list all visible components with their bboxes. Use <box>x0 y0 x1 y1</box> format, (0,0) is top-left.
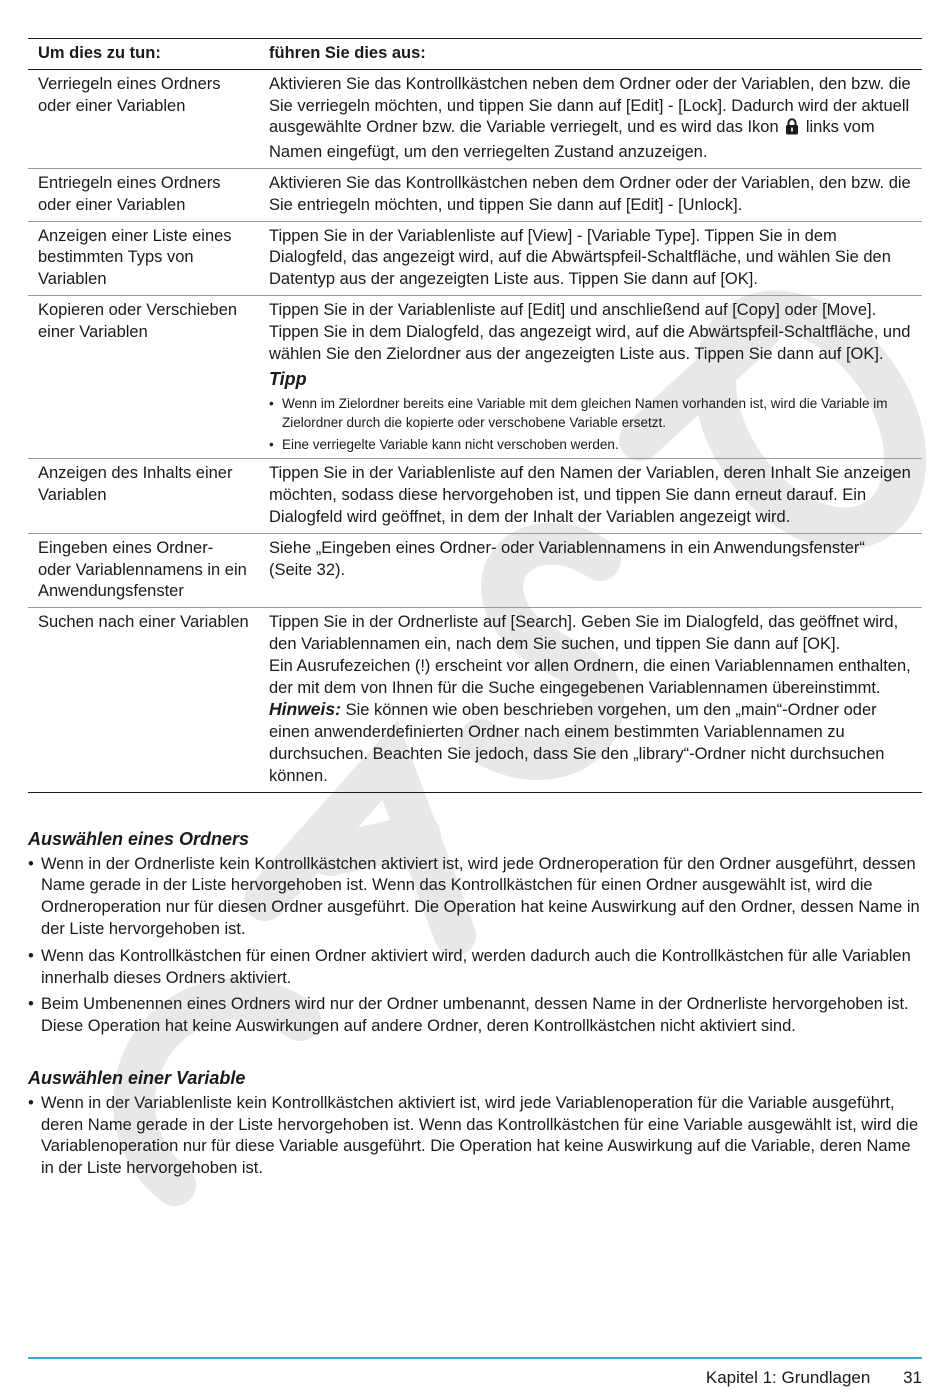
task-cell: Anzeigen des Inhalts einer Variablen <box>28 459 259 533</box>
section-title-variable: Auswählen einer Variable <box>28 1067 246 1088</box>
action-cell: Aktivieren Sie das Kontrollkästchen neben dem Ordner oder der Variablen, den bzw. die Sie entriegeln möchten, und tippen Sie dann auf [Edit] - [Unlock]. <box>259 168 922 221</box>
bullet: • <box>28 946 34 965</box>
table-header-task: Um dies zu tun: <box>28 39 259 70</box>
hint-paragraph <box>269 699 912 787</box>
action-cell: Siehe „Eingeben eines Ordner- oder Variablennamens in ein Anwendungsfenster“ (Seite 32). <box>259 533 922 607</box>
table-row <box>28 608 922 792</box>
action-text: Tippen Sie in der Variablenliste auf [Edit] und anschließend auf [Copy] oder [Move]. Tippen Sie in dem Dialogfeld, das angezeigt wird, auf die Abwärtspfeil-Schaltfläche, und wählen Sie den Zielordner aus der angezeigten Liste aus. Tippen Sie dann auf [OK]. <box>269 300 911 363</box>
list-item-text: Beim Umbenennen eines Ordners wird nur der Ordner umbenannt, dessen Name in der Ordnerliste hervorgehoben ist. Diese Operation hat keine Auswirkungen auf andere Ordner, deren Kontrollkästchen nicht aktiviert sind. <box>41 995 909 1036</box>
hint-label: Hinweis: <box>269 699 341 720</box>
folder-bullet-list <box>28 854 922 1038</box>
action-cell: Tippen Sie in der Variablenliste auf [View] - [Variable Type]. Tippen Sie in dem Dialogfeld, das angezeigt wird, auf die Abwärtspfeil-Schaltfläche, und wählen Sie den Datentyp aus der angezeigten Liste aus. Tippen Sie dann auf [OK]. <box>259 221 922 295</box>
table-header-action: führen Sie dies aus: <box>259 39 922 70</box>
tip-text: Eine verriegelte Variable kann nicht verschoben werden. <box>282 437 619 453</box>
list-item-text: Wenn in der Variablenliste kein Kontrollkästchen aktiviert ist, wird jede Variablenoperation für die Variable ausgeführt, deren Name gerade in der Liste hervorgehoben ist. Wenn das Kontrollkästchen für eine Variable ausgewählt ist, wird die Variablenoperation nur für diese Variable ausgeführt. Die Operation hat keine Auswirkung auf die Variable, deren Name in der Liste hervorgehoben ist. <box>41 1093 919 1178</box>
list-item-text: Wenn das Kontrollkästchen für einen Ordner aktiviert wird, werden dadurch auch die Kontrollkästchen für alle Variablen innerhalb dieses Ordners aktiviert. <box>41 946 911 987</box>
bullet: • <box>269 437 274 453</box>
list-item <box>28 854 922 941</box>
tip-text: Wenn im Zielordner bereits eine Variable mit dem gleichen Namen vorhanden ist, wird die Variable im Zielordner durch die kopierte oder verschobene Variable ersetzt. <box>282 396 888 431</box>
tip-item <box>269 394 912 432</box>
action-cell: Tippen Sie in der Variablenliste auf den Namen der Variablen, deren Inhalt Sie anzeigen möchten, sodass diese hervorgehoben ist, und tippen Sie dann erneut darauf. Ein Dialogfeld wird geöffnet, in dem der Inhalt der Variablen angezeigt wird. <box>259 459 922 533</box>
table-row <box>28 168 922 221</box>
operations-table <box>28 38 922 793</box>
action-cell <box>259 295 922 458</box>
page-number: 31 <box>903 1368 922 1387</box>
task-cell: Suchen nach einer Variablen <box>28 608 259 792</box>
task-cell: Entriegeln eines Ordners oder einer Variablen <box>28 168 259 221</box>
hint-text: Sie können wie oben beschrieben vorgehen, um den „main“-Ordner oder einen anwenderdefinierten Ordner nach einem bestimmten Variablennamen zu durchsuchen. Beachten Sie jedoch, dass Sie den „library“-Ordner nicht durchsuchen können. <box>269 701 885 785</box>
variable-bullet-list <box>28 1093 922 1180</box>
list-item <box>28 994 922 1038</box>
bullet: • <box>28 854 34 873</box>
list-item <box>28 1093 922 1180</box>
action-text: Ein Ausrufezeichen (!) erscheint vor allen Ordnern, die einen Variablennamen enthalten, der mit dem von Ihnen für die Suche eingegebenen Variablennamen übereinstimmt. <box>269 656 911 697</box>
action-cell <box>259 608 922 792</box>
bullet: • <box>28 995 34 1014</box>
list-item <box>28 946 922 990</box>
lock-icon <box>785 118 799 142</box>
tip-item <box>269 435 912 454</box>
table-row <box>28 459 922 533</box>
page-footer <box>706 1368 922 1388</box>
action-text: links vom Namen eingefügt, um den verriegelten Zustand anzuzeigen. <box>269 118 875 162</box>
task-cell: Eingeben eines Ordner- oder Variablennamens in ein Anwendungsfenster <box>28 533 259 607</box>
action-text: Tippen Sie in der Ordnerliste auf [Search]. Geben Sie im Dialogfeld, das geöffnet wird, den Variablennamen ein, nach dem Sie suchen, und tippen Sie dann auf [OK]. <box>269 613 899 653</box>
task-cell: Anzeigen einer Liste eines bestimmten Typs von Variablen <box>28 221 259 295</box>
section-title-folder: Auswählen eines Ordners <box>28 828 250 849</box>
task-cell: Verriegeln eines Ordners oder einer Variablen <box>28 69 259 168</box>
table-row <box>28 533 922 607</box>
footer-rule <box>28 1357 922 1359</box>
list-item-text: Wenn in der Ordnerliste kein Kontrollkästchen aktiviert ist, wird jede Ordneroperation für den Ordner ausgeführt, dessen Name gerade in der Liste hervorgehoben ist. Wenn das Kontrollkästchen für einen Ordner ausgewählt ist, wird die Ordneroperation nur für diesen Ordner ausgeführt. Die Operation hat keine Auswirkung auf den Ordner, dessen Name in der Liste hervorgehoben ist. <box>41 854 920 938</box>
action-cell <box>259 69 922 168</box>
table-row <box>28 295 922 458</box>
page-content <box>28 38 922 1180</box>
bullet: • <box>28 1093 34 1112</box>
tip-title: Tipp <box>269 369 307 390</box>
task-cell: Kopieren oder Verschieben einer Variablen <box>28 295 259 458</box>
table-row <box>28 221 922 295</box>
chapter-label: Kapitel 1: Grundlagen <box>705 1368 871 1387</box>
bullet: • <box>269 396 274 412</box>
table-row <box>28 69 922 168</box>
table-header-row <box>28 39 922 70</box>
action-text: Aktivieren Sie das Kontrollkästchen neben dem Ordner oder der Variablen, den bzw. die Sie verriegeln möchten, und tippen Sie dann auf [Edit] - [Lock]. Dadurch wird der aktuell ausgewählte Ordner bzw. die Variable verriegelt, und es wird das Ikon <box>269 74 911 137</box>
